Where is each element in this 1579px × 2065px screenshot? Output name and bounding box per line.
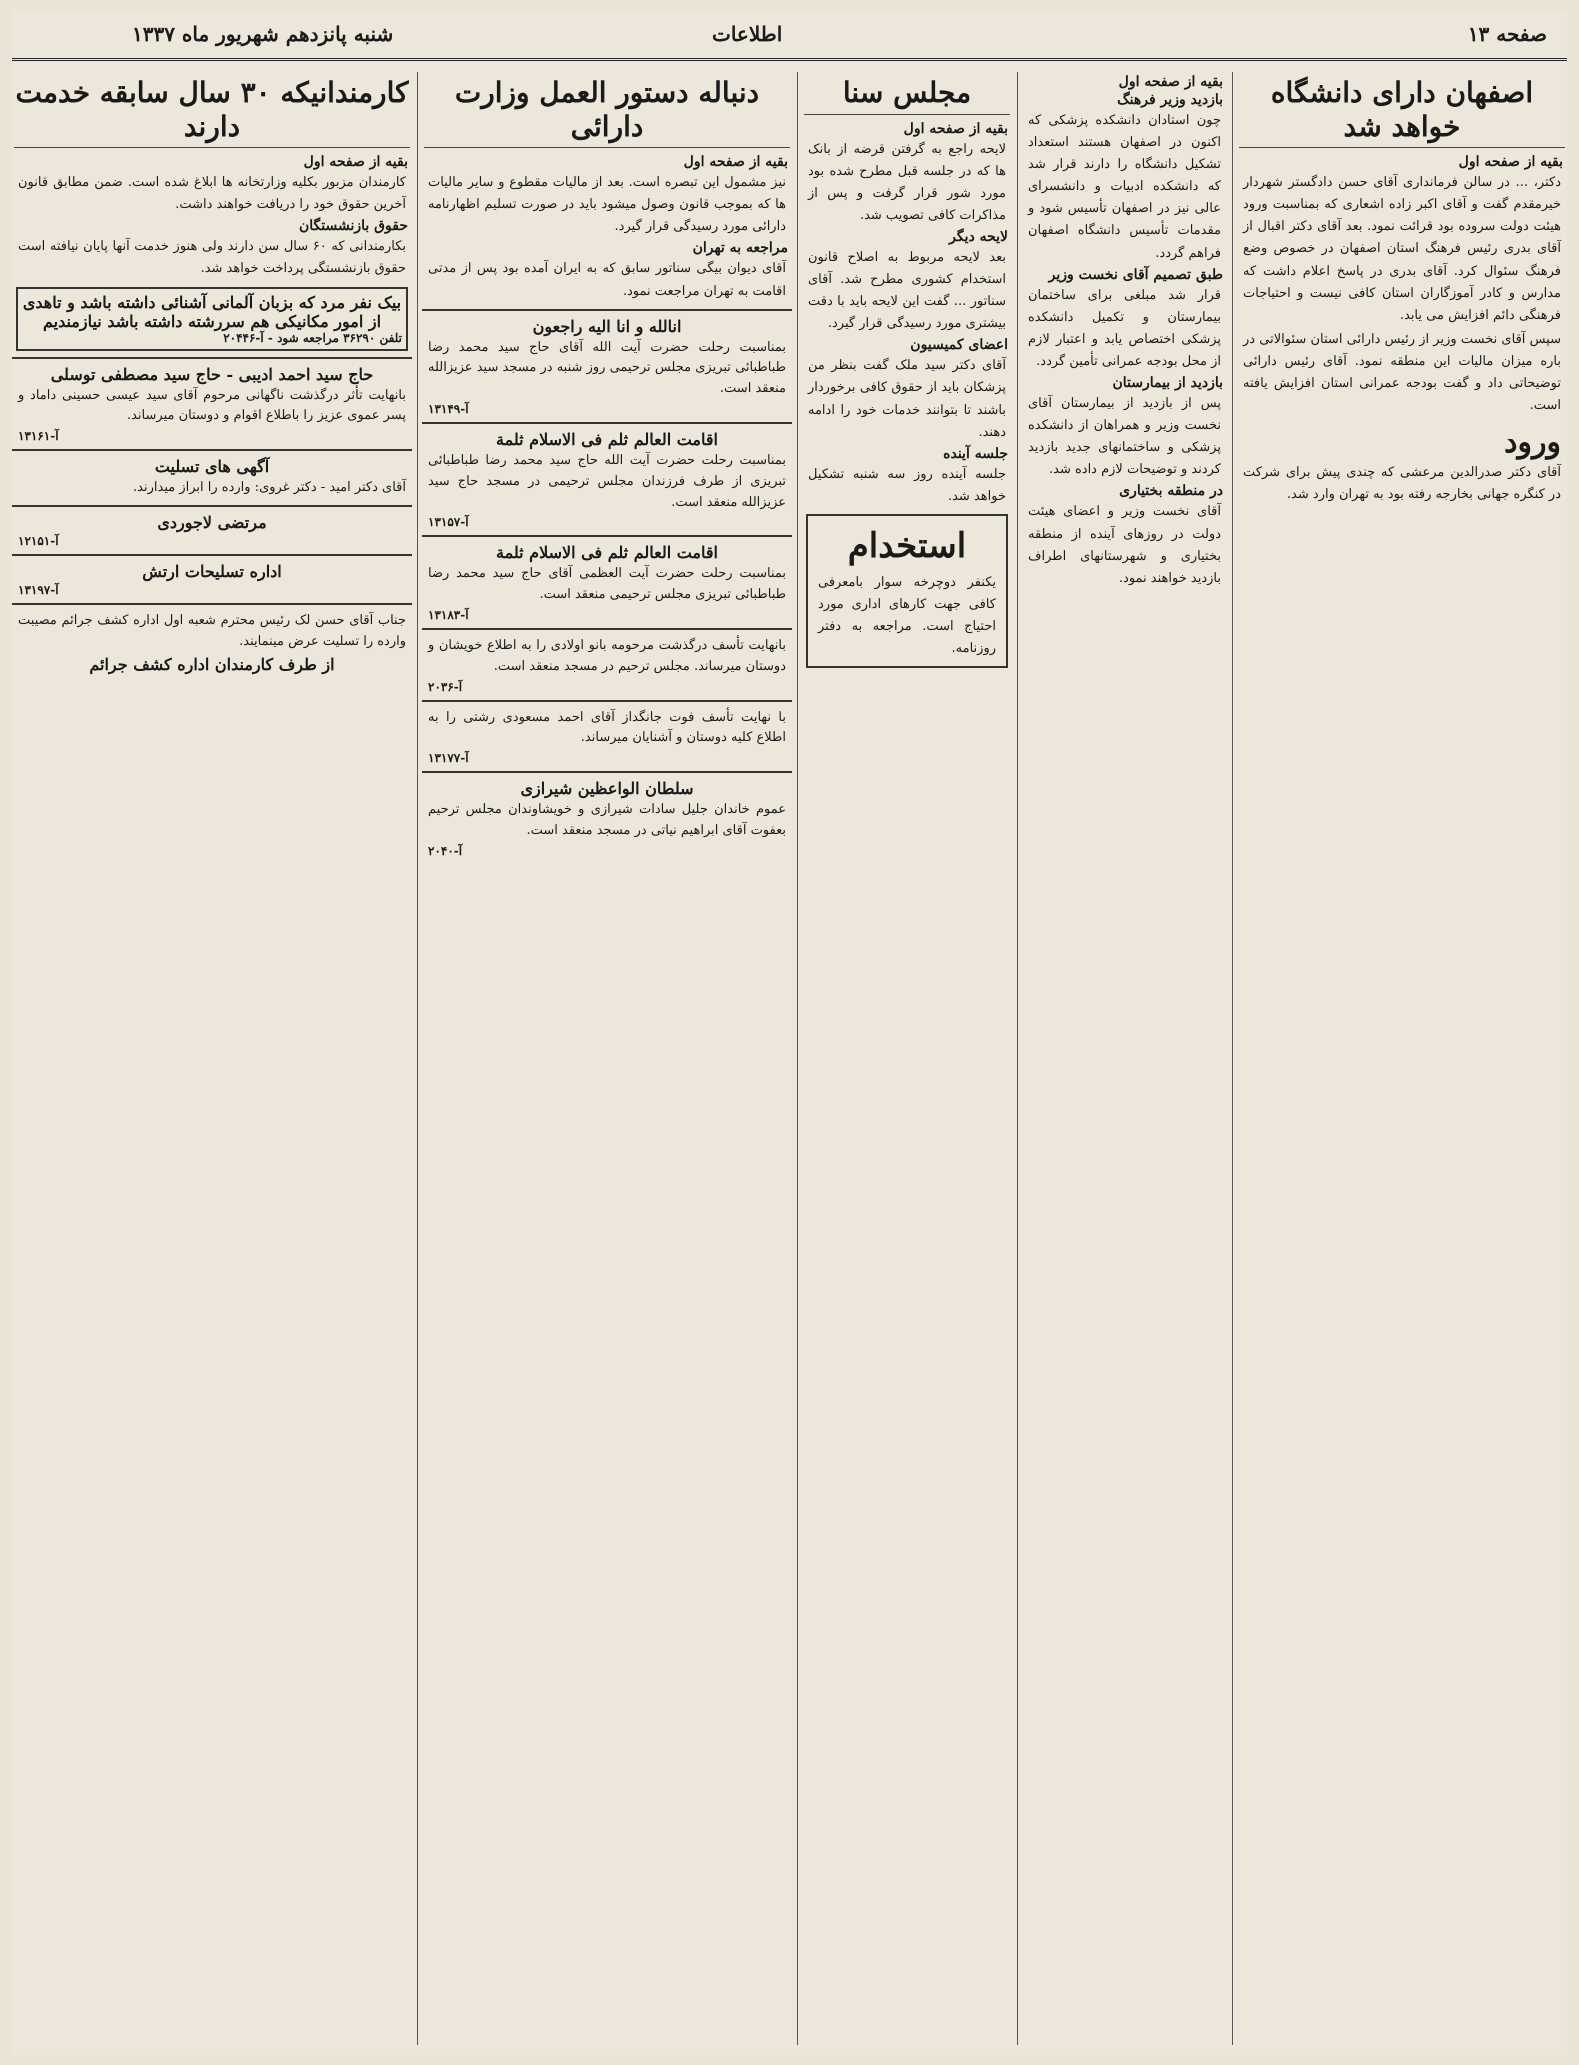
article-body: دکتر، ... در سالن فرمانداری آقای حسن دادگستر شهردار خیرمقدم گفت و آقای اکبر زاده اشعاری که بمناسبت ورود هیئت دولت سروده بود قرائت نمود. بعد آقای دکتر اقبال از آقای بدری رئیس فرهنگ استان اصفهان در خصوص وضع فرهنگ سئوال کرد. آقای بدری در پاسخ اعلام داشت که مدارس و کادر آموزگاران استان کافی نیست و احتیاجات فرهنگی دائم افزایش می یابد.: [1243, 175, 1561, 323]
article-body: آقای نخست وزیر و اعضای هیئت دولت در روزهای آینده از منطقه بختیاری و شهرستانهای اطراف بازدید خواهند نمود.: [1028, 504, 1221, 586]
article-body: لایحه راجع به گرفتن قرضه از بانک ها که در جلسه قبل مطرح شده بود مورد شور قرار گرفت و پس از مذاکرات کافی تصویب شد.: [808, 141, 1006, 223]
notice-title: آگهی های تسلیت: [154, 457, 270, 477]
notice-body: بانهایت تأثر درگذشت ناگهانی مرحوم آقای سید عیسی حسینی داماد و پسر عموی عزیز را باطلاع اقوام و دوستان میرساند.: [18, 387, 406, 424]
column-senate: [802, 72, 1012, 2045]
article-subheading: در منطقه بختیاری: [1119, 483, 1223, 500]
article-subheading: طبق تصمیم آقای نخست وزیر: [1048, 266, 1223, 283]
column-right: [1237, 72, 1567, 2045]
article-body: سپس آقای نخست وزیر از رئیس دارائی استان سئوالاتی در باره میزان مالیات این منطقه نمود. آقای رئیس دارائی توضیحاتی داد و گفت بودجه عمرانی استان افزایش یافته است.: [1243, 331, 1561, 414]
masthead: [12, 10, 1567, 61]
notice-title: اداره تسلیحات ارتش: [142, 561, 282, 581]
notice-id: آ-۱۳۱۴۹: [428, 402, 469, 417]
article-subheading: مراجعه به تهران: [692, 240, 788, 257]
notice-body: بمناسبت رحلت حضرت آیت العظمی آقای حاج سید محمد رضا طباطبائی تبریزی مجلس ترحیمی منعقد است.: [428, 566, 786, 603]
notice-title: اقامت العالم ثلم فی الاسلام ثلمة: [496, 543, 718, 563]
article-subheading: لایحه دیگر: [949, 228, 1008, 245]
condolence-notice: [422, 535, 792, 622]
article-subheading: بقیه از صفحه اول: [1118, 74, 1223, 90]
notice-id: آ-۱۲۱۵۱: [18, 533, 59, 548]
article-subheading: بازدید از بیمارستان: [1112, 375, 1223, 392]
article-body: پس از بازدید از بیمارستان آقای نخست وزیر و همراهان از دانشکده پزشکی و ساختمانهای جدید بازدید کردند و توضیحات لازم داده شد.: [1028, 396, 1221, 478]
article-headline: مجلس سنا: [804, 76, 1010, 115]
condolence-notice: [422, 700, 792, 766]
classified-ad: [16, 287, 408, 351]
job-ad-body: یکنفر دوچرخه سوار بامعرفی کافی جهت کارهای اداری مورد احتیاج است. مراجعه به دفتر روزنامه.: [818, 574, 996, 657]
notice-body: جناب آقای حسن لک رئیس محترم شعبه اول اداره کشف جرائم مصیبت وارده را تسلیت عرض مینمایند.: [18, 612, 406, 649]
condolence-notice: [422, 422, 792, 529]
notice-id: آ-۲۰۴۰: [428, 843, 463, 858]
masthead-paper-name: اطلاعات: [712, 22, 783, 46]
notice-body: آقای دکتر امید - دکتر غروی: وارده را ابراز میدارند.: [133, 480, 406, 496]
article-body: چون استادان دانشکده پزشکی که اکنون در اصفهان هستند استعداد تشکیل دانشگاه را دارند قرار شد که دانشکده ادبیات و دانشسرای عالی نیز در اصفهان تأسیس شود و مقدمات تأسیس دانشگاه اصفهان فراهم گردد.: [1028, 113, 1221, 261]
column-divider: [1017, 72, 1018, 2045]
article-subheading: بقیه از صفحه اول: [1458, 154, 1563, 171]
article-body: بعد لایحه مربوط به اصلاح قانون استخدام کشوری مطرح شد. آقای سناتور ... گفت این لایحه باید با دقت بیشتری مورد رسیدگی قرار گیرد.: [808, 249, 1006, 332]
article-body: آقای دیوان بیگی سناتور سابق که به ایران آمده بود پس از مدتی اقامت به تهران مراجعت نمود.: [428, 261, 786, 299]
article-subheading: بقیه از صفحه اول: [303, 154, 408, 171]
arrival-body: آقای دکتر صدرالدین مرعشی که چندی پیش برای شرکت در کنگره جهانی بخارجه رفته بود به تهران وارد شد.: [1243, 465, 1561, 503]
condolence-notice: [422, 628, 792, 694]
article-body: کارمندان مزبور بکلیه وزارتخانه ها ابلاغ شده است. ضمن مطابق قانون آخرین حقوق خود را دریافت خواهند داشت.: [18, 175, 406, 213]
masthead-date: شنبه پانزدهم شهریور ماه ۱۳۳۷: [132, 22, 394, 46]
notice-id: آ-۱۳۱۹۷: [18, 582, 59, 597]
article-subheading: جلسه آینده: [943, 445, 1008, 462]
article-subheading: بقیه از صفحه اول: [903, 120, 1008, 137]
notice-title: از طرف کارمندان اداره کشف جرائم: [89, 654, 335, 674]
article-body: آقای دکتر سید ملک گفت بنظر من پزشکان باید از حقوق کافی برخوردار باشند تا بتوانند خدمات خود را ادامه دهند.: [808, 358, 1006, 440]
article-subheading: حقوق بازنشستگان: [298, 218, 408, 235]
condolence-notice: [12, 554, 412, 597]
article-body: بکارمندانی که ۶۰ سال سن دارند ولی هنوز خدمت آنها پایان نیافته است حقوق بازنشستگی پرداخت خواهد شد.: [18, 239, 406, 277]
article-body: نیز مشمول این تبصره است. بعد از مالیات مقطوع و سایر مالیات ها که بموجب قانون وصول میشود باید در صورت تسلیم اظهارنامه دارائی مورد رسیدگی قرار گیرد.: [428, 175, 786, 235]
column-divider: [797, 72, 798, 2045]
notice-body: بمناسبت رحلت حضرت آیت الله آقای حاج سید محمد رضا طباطبائی تبریزی مجلس ترحیمی روز شنبه در مسجد سید عزیزالله منعقد است.: [428, 339, 786, 397]
column-divider: [1232, 72, 1233, 2045]
notice-body: بمناسبت رحلت حضرت آیت الله حاج سید محمد رضا طباطبائی تبریزی از طرف فرزندان مجلس ترحیمی در مسجد حاج سید عزیزالله منعقد است.: [428, 453, 786, 510]
notice-title: سلطان الواعظین شیرازی: [520, 779, 694, 799]
masthead-page-number: صفحه ۱۳: [1467, 22, 1547, 46]
notice-id: آ-۱۳۱۵۷: [428, 515, 469, 530]
ad-title: بیک نفر مرد که بزبان آلمانی آشنائی داشته باشد و تاهدی از امور مکانیکی هم سررشته داشته باشد نیازمندیم: [22, 292, 402, 331]
notice-body: با نهایت تأسف فوت جانگداز آقای احمد مسعودی رشتی را به اطلاع کلیه دوستان و آشنایان میرساند.: [428, 709, 786, 746]
notice-id: آ-۱۳۱۶۱: [18, 429, 59, 444]
condolence-notice: [422, 309, 792, 416]
newspaper-page: [12, 10, 1567, 2055]
condolence-notice: [12, 449, 412, 499]
notice-title: اقامت العالم ثلم فی الاسلام ثلمة: [496, 430, 718, 450]
column-second: [1022, 72, 1227, 2045]
article-body: جلسه آینده روز سه شنبه تشکیل خواهد شد.: [808, 466, 1006, 504]
article-subheading: بقیه از صفحه اول: [683, 154, 788, 171]
notice-title: حاج سید احمد ادیبی - حاج سید مصطفی توسلی: [50, 364, 374, 384]
article-headline: دنباله دستور العمل وزارت دارائی: [424, 76, 790, 148]
job-ad-title: استخدام: [847, 525, 967, 566]
column-finance: [422, 72, 792, 2045]
article-subheading: بازدید وزیر فرهنگ: [1117, 92, 1223, 108]
condolence-notice: [12, 505, 412, 548]
article-subheading: اعضای کمیسیون: [910, 337, 1008, 354]
notice-body: عموم خاندان جلیل سادات شیرازی و خویشاوندان مجلس ترحیم بعفوت آقای ابراهیم نیاتی در مسجد منعقد است.: [428, 802, 786, 839]
notice-body: بانهایت تأسف درگذشت مرحومه بانو اولادی را به اطلاع خویشان و دوستان میرساند. مجلس ترحیم در مسجد منعقد است.: [428, 638, 786, 674]
article-body: قرار شد مبلغی برای ساختمان بیمارستان و تکمیل دانشکده پزشکی اختصاص یابد و اعتبار لازم از محل بودجه عمرانی تأمین گردد.: [1028, 287, 1221, 369]
article-headline: کارمندانیکه ۳۰ سال سابقه خدمت دارند: [14, 76, 410, 148]
column-divider: [417, 72, 418, 2045]
notice-id: آ-۱۳۱۷۷: [428, 751, 469, 766]
ad-contact: تلفن ۳۶۲۹۰ مراجعه شود - آ-۲۰۴۴۶: [223, 330, 402, 345]
condolence-notice: [12, 357, 412, 444]
notice-title: مرتضی لاجوردی: [157, 512, 267, 532]
job-ad-box: [806, 514, 1008, 668]
arrival-heading: ورود: [1504, 425, 1561, 461]
article-headline: اصفهان دارای دانشگاه خواهد شد: [1239, 76, 1565, 148]
notice-title: انالله و انا الیه راجعون: [532, 316, 682, 336]
notice-id: آ-۲۰۳۶: [428, 679, 463, 694]
column-left: [12, 72, 412, 2045]
condolence-notice: [12, 603, 412, 674]
notice-id: آ-۱۳۱۸۳: [428, 608, 469, 623]
condolence-notice: [422, 771, 792, 858]
